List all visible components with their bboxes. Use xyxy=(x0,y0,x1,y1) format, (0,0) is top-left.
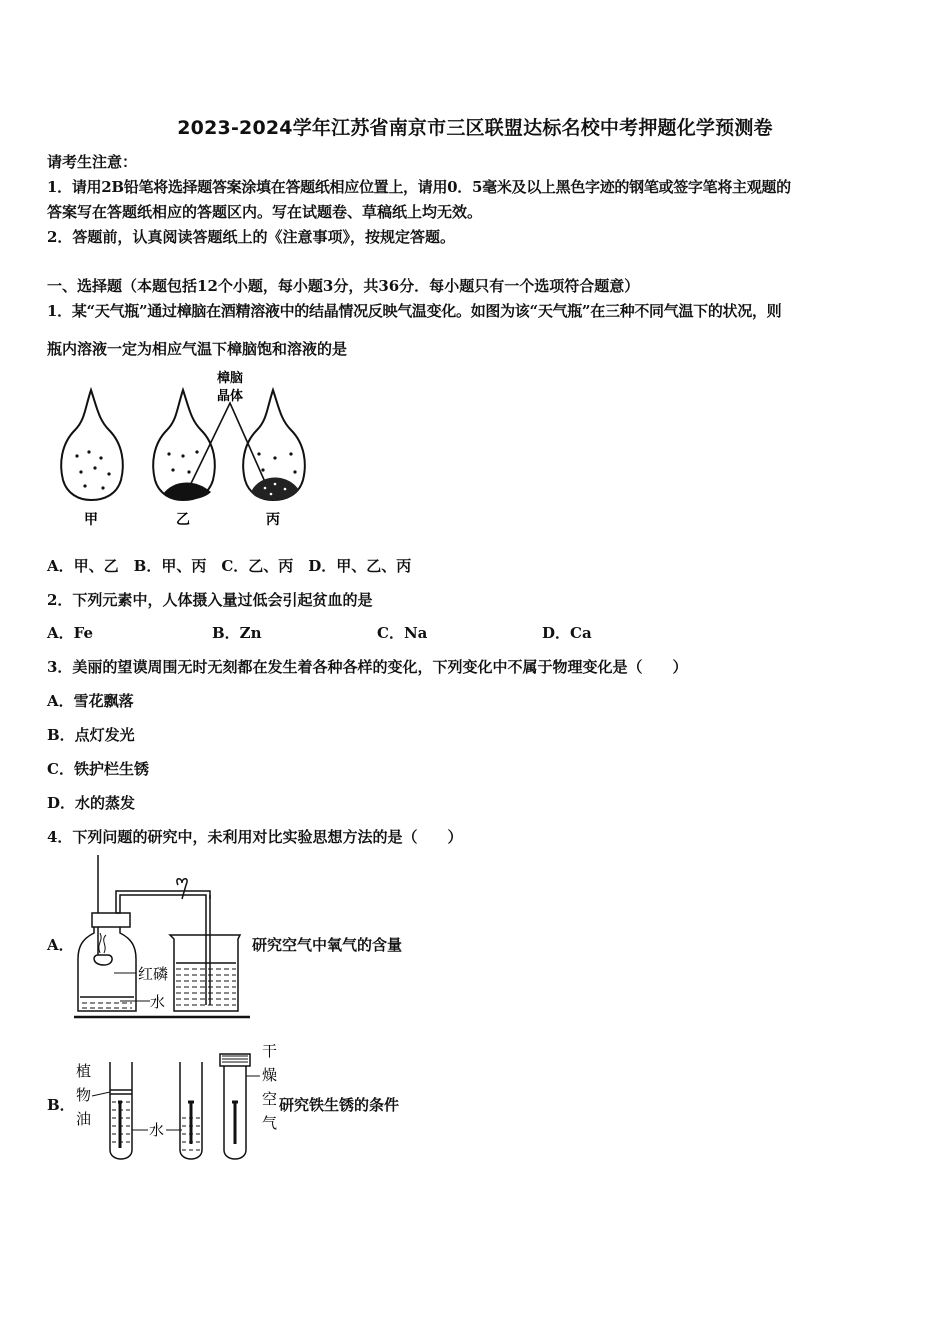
oil-label-2: 物 xyxy=(76,1086,92,1104)
crystal-label-line2: 晶体 xyxy=(216,389,244,404)
q3-option-b: B．点灯发光 xyxy=(47,726,135,744)
notice-heading: 请考生注意： xyxy=(47,153,138,171)
section-heading: 一、选择题（本题包括12个小题，每小题3分，共36分．每小题只有一个选项符合题意） xyxy=(47,277,640,295)
q4-option-a-letter: A． xyxy=(47,936,74,954)
page-title: 2023-2024学年江苏省南京市三区联盟达标名校中考押题化学预测卷 xyxy=(177,117,773,139)
flask-label-jia: 甲 xyxy=(84,512,98,528)
q2-option-d: D．Ca xyxy=(542,624,592,642)
q3-stem: 3．美丽的望谟周围无时无刻都在发生着各种各样的变化，下列变化中不属于物理变化是（ ） xyxy=(47,658,688,676)
notice-line-2: 2．答题前，认真阅读答题纸上的《注意事项》，按规定答题。 xyxy=(47,228,455,246)
oil-label-1: 植 xyxy=(76,1062,92,1080)
q2-option-b: B．Zn xyxy=(212,624,262,642)
dry-air-label-1: 干 xyxy=(262,1042,278,1060)
q4-option-a-caption: 研究空气中氧气的含量 xyxy=(252,936,403,954)
q1-options: A．甲、乙 B．甲、丙 C．乙、丙 D．甲、乙、丙 xyxy=(47,557,412,575)
q1-flask-figure xyxy=(55,368,325,533)
dry-air-label-2: 燥 xyxy=(262,1066,278,1084)
q3-option-a: A．雪花飘落 xyxy=(47,692,134,710)
q2-option-a: A．Fe xyxy=(47,624,94,642)
q1-stem-a: 1．某“天气瓶”通过樟脑在酒精溶液中的结晶情况反映气温变化。如图为该“天气瓶”在三种不同气温下的状况，则 xyxy=(47,302,782,320)
red-phosphorus-label: 红磷 xyxy=(138,965,169,983)
oxygen-content-apparatus xyxy=(70,855,255,1025)
dry-air-label-3: 空 xyxy=(262,1090,278,1108)
q3-option-c: C．铁护栏生锈 xyxy=(47,760,149,778)
q3-option-d: D．水的蒸发 xyxy=(47,794,136,812)
iron-rust-apparatus xyxy=(70,1040,285,1165)
q2-stem: 2．下列元素中，人体摄入量过低会引起贫血的是 xyxy=(47,591,373,609)
dry-air-label-4: 气 xyxy=(262,1114,278,1132)
q4-option-b-caption: 研究铁生锈的条件 xyxy=(279,1096,400,1114)
water-label-b: 水 xyxy=(149,1121,165,1139)
flask-label-yi: 乙 xyxy=(176,512,190,528)
q2-option-c: C．Na xyxy=(377,624,428,642)
crystal-label-line1: 樟脑 xyxy=(216,371,244,386)
water-label-a: 水 xyxy=(150,993,166,1011)
q1-stem-b: 瓶内溶液一定为相应气温下樟脑饱和溶液的是 xyxy=(47,340,348,358)
notice-line-1b: 答案写在答题纸相应的答题区内。写在试题卷、草稿纸上均无效。 xyxy=(47,203,483,221)
flask-label-bing: 丙 xyxy=(266,512,280,528)
notice-line-1a: 1．请用2B铅笔将选择题答案涂填在答题纸相应位置上，请用0．5毫米及以上黑色字迹的钢笔或签字笔将主观题的 xyxy=(47,178,791,196)
q4-option-b-letter: B． xyxy=(47,1096,75,1114)
oil-label-3: 油 xyxy=(76,1110,92,1128)
q4-stem: 4．下列问题的研究中，未利用对比实验思想方法的是（ ） xyxy=(47,828,463,846)
